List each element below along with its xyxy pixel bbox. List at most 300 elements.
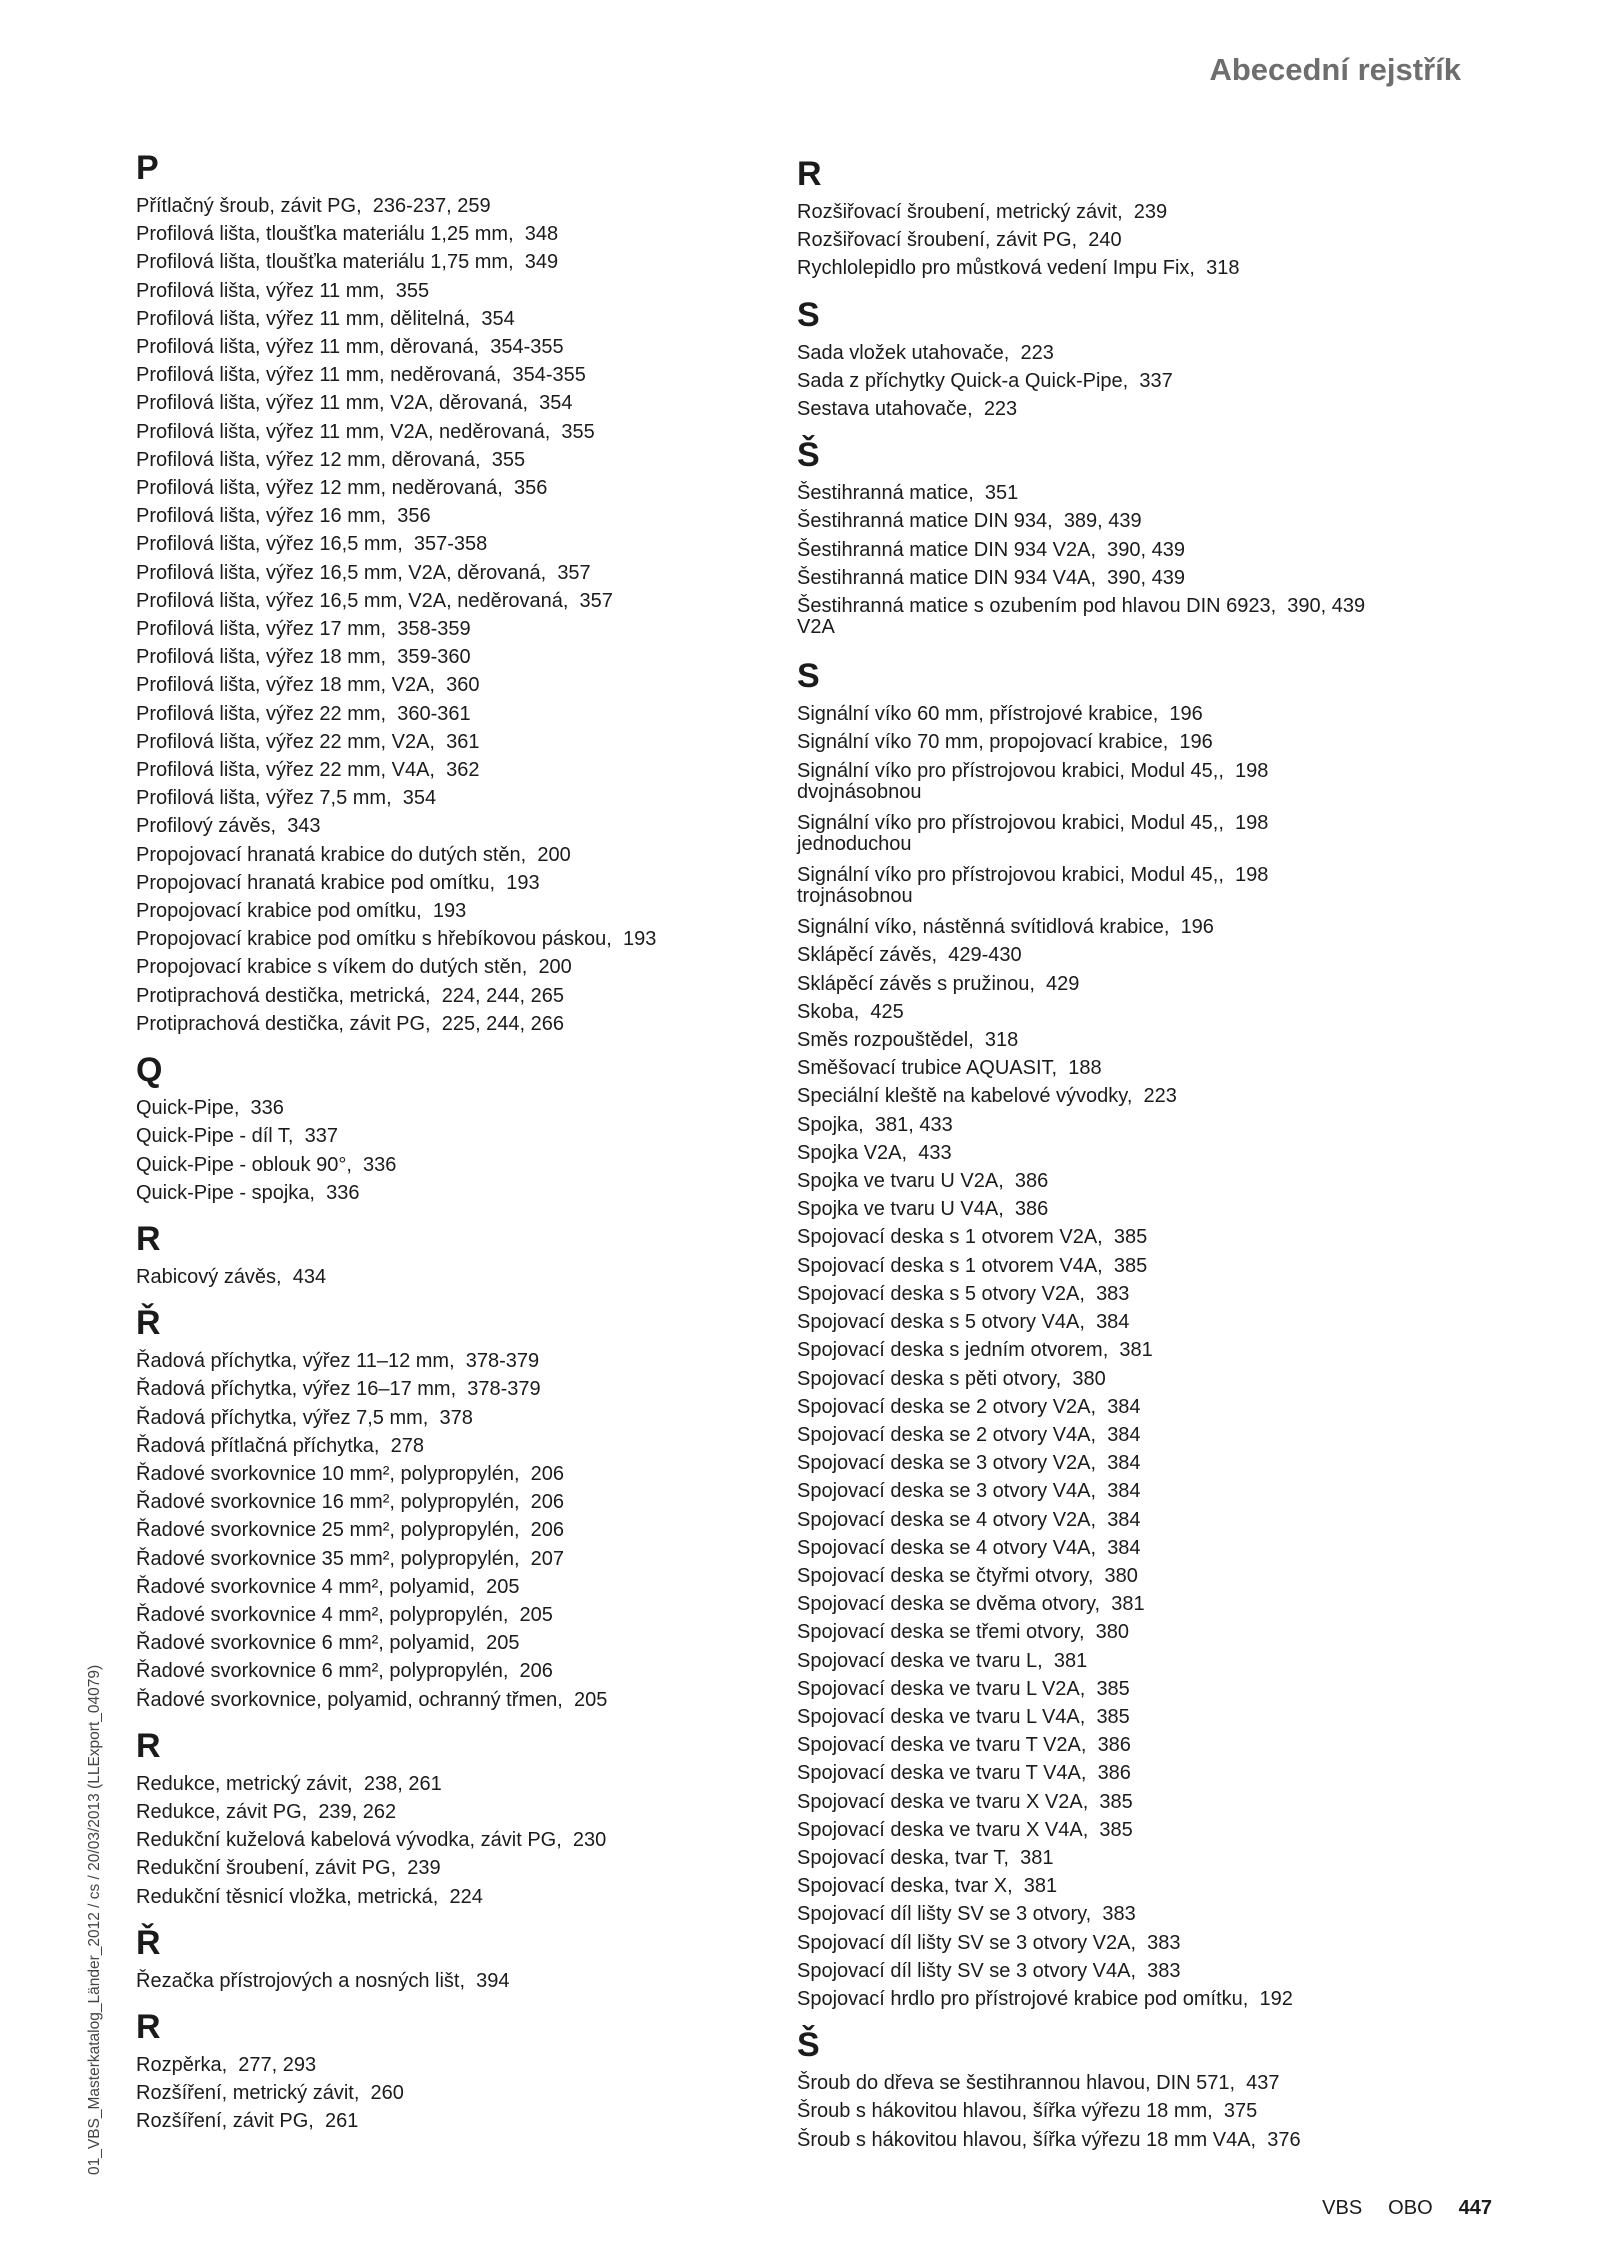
entry-text: Signální víko 70 mm, propojovací krabice, — [797, 731, 1169, 754]
entry-text: Quick-Pipe - spojka, — [136, 1181, 315, 1204]
index-entry — [797, 564, 1497, 592]
entry-pages: 238, 261 — [363, 1772, 442, 1795]
entry-text: Šroub s hákovitou hlavou, šířka výřezu 18 mm, — [797, 2100, 1213, 2123]
index-entry — [797, 479, 1497, 507]
entry-text: Spojovací deska ve tvaru T V2A, — [797, 1734, 1087, 1757]
entry-pages: 337 — [1139, 369, 1173, 392]
section-letter-heading: Q — [136, 1051, 163, 1090]
entry-pages: 196 — [1179, 731, 1213, 754]
entry-text: Řadová příchytka, výřez 11–12 mm, — [136, 1350, 455, 1373]
entry-text: Profilová lišta, výřez 12 mm, neděrovaná, — [136, 477, 503, 500]
section-letter-heading: R — [797, 155, 822, 193]
entry-text: Profilová lišta, tloušťka materiálu 1,75 mm, — [136, 251, 514, 274]
entry-pages: 318 — [1206, 257, 1240, 280]
entry-pages: 362 — [446, 759, 480, 782]
index-entry — [797, 2126, 1497, 2154]
entry-pages: 349 — [524, 251, 559, 274]
entry-pages: 198 — [1235, 864, 1269, 887]
entry-text: Spojovací deska se třemi otvory, — [797, 1621, 1085, 1644]
entry-text: Rozšíření, metrický závit, — [136, 2082, 360, 2105]
entry-pages: 196 — [1180, 916, 1214, 939]
entry-text: Quick-Pipe - díl T, — [136, 1125, 294, 1148]
index-entry — [136, 982, 836, 1010]
entry-text: Profilová lišta, výřez 11 mm, děrovaná, — [136, 336, 480, 359]
index-entry — [136, 1826, 836, 1854]
entry-pages: 385 — [1113, 1254, 1148, 1277]
index-entry — [797, 1675, 1497, 1703]
entry-pages: 384 — [1096, 1311, 1130, 1334]
entry-pages: 343 — [287, 815, 321, 838]
entry-text: Propojovací krabice pod omítku, — [136, 900, 422, 923]
entry-pages: 384 — [1107, 1480, 1141, 1503]
entry-text: Rozšíření, závit PG, — [136, 2110, 314, 2133]
entry-pages: 193 — [506, 871, 540, 894]
index-entry — [797, 1421, 1497, 1449]
entry-pages: 381 — [1111, 1593, 1145, 1616]
entry-pages: 356 — [513, 477, 548, 500]
entry-pages: 357 — [579, 589, 613, 612]
entry-text: Redukční těsnicí vložka, metrická, — [136, 1885, 439, 1908]
entry-text: Spojovací deska s pěti otvory, — [797, 1367, 1062, 1390]
index-entry — [136, 220, 836, 248]
index-entry — [797, 1957, 1497, 1985]
entry-text: Spojovací deska s 5 otvory V2A, — [797, 1282, 1085, 1305]
entry-text: Spojovací hrdlo pro přístrojové krabice pod omítku, — [797, 1987, 1249, 2010]
entry-text: Řadové svorkovnice 4 mm², polypropylén, — [136, 1603, 509, 1626]
index-entry — [136, 671, 836, 699]
index-entry — [797, 1393, 1497, 1421]
entry-pages: 385 — [1099, 1818, 1133, 1841]
entry-pages: 389, 439 — [1063, 510, 1142, 533]
entry-pages: 390, 439 — [1107, 566, 1186, 589]
entry-text: Signální víko 60 mm, přístrojové krabice, — [797, 703, 1159, 726]
index-entry — [797, 1111, 1497, 1139]
index-entry — [797, 1929, 1497, 1957]
entry-pages: 205 — [486, 1632, 520, 1655]
entry-text: Rozpěrka, — [136, 2053, 228, 2076]
index-entry — [797, 1872, 1497, 1900]
entry-text: Redukční kuželová kabelová vývodka, závit PG, — [136, 1829, 562, 1852]
entry-text: Spojovací deska s 1 otvorem V2A, — [797, 1226, 1103, 1249]
footer-brand-vbs: VBS — [1322, 2197, 1363, 2219]
entry-pages: 433 — [918, 1141, 952, 1164]
index-entry — [136, 1601, 836, 1629]
entry-pages: 277, 293 — [238, 2053, 317, 2076]
index-entry — [136, 2079, 836, 2107]
index-entry — [797, 1082, 1497, 1110]
entry-text: Profilová lišta, výřez 11 mm, V2A, děrovaná, — [136, 392, 529, 415]
entry-text: Propojovací hranatá krabice pod omítku, — [136, 871, 496, 894]
index-entry — [797, 1336, 1497, 1364]
entry-text: Řadové svorkovnice 4 mm², polyamid, — [136, 1575, 476, 1598]
entry-text: Sada vložek utahovače, — [797, 341, 1010, 364]
entry-text: Řadová přítlačná příchytka, — [136, 1434, 380, 1457]
entry-text: Profilová lišta, výřez 16 mm, — [136, 505, 387, 528]
entry-pages: 380 — [1104, 1564, 1138, 1587]
index-entry — [136, 1375, 836, 1403]
entry-text: Rychlolepidlo pro můstková vedení Impu Fix, — [797, 257, 1195, 280]
entry-pages: 381 — [1023, 1875, 1058, 1898]
section-letter-heading: S — [797, 657, 820, 696]
index-entry — [136, 1770, 836, 1798]
entry-text: Protiprachová destička, závit PG, — [136, 1012, 431, 1035]
index-entry — [797, 226, 1497, 254]
index-entry — [797, 970, 1497, 998]
entry-pages: 390, 439 — [1287, 595, 1366, 618]
entry-text: Spojka V2A, — [797, 1141, 908, 1164]
entry-text: Signální víko, nástěnná svítidlová krabice, — [797, 916, 1170, 939]
entry-pages: 429-430 — [948, 944, 1022, 967]
entry-text: Propojovací krabice s víkem do dutých stěn, — [136, 956, 528, 979]
entry-text: Spojovací deska se 4 otvory V4A, — [797, 1536, 1097, 1559]
index-entry — [797, 757, 1497, 803]
index-entry — [797, 254, 1497, 282]
entry-pages: 357 — [557, 561, 591, 584]
entry-text: Řadové svorkovnice, polyamid, ochranný třmen, — [136, 1688, 563, 1711]
index-entry — [797, 339, 1497, 367]
entry-pages: 336 — [250, 1097, 284, 1120]
index-entry — [797, 1195, 1497, 1223]
entry-pages: 198 — [1235, 759, 1269, 782]
entry-text: Skoba, — [797, 1000, 860, 1023]
entry-text: Signální víko pro přístrojovou krabici, Modul 45,, — [797, 811, 1224, 834]
index-entry — [797, 1647, 1497, 1675]
entry-text: Propojovací krabice pod omítku s hřebíkovou páskou, — [136, 928, 612, 951]
entry-text: Spojka ve tvaru U V2A, — [797, 1170, 1004, 1193]
index-entry — [797, 700, 1497, 728]
section-letter-heading: Ř — [136, 1923, 161, 1962]
index-column-right — [797, 142, 1497, 2154]
entry-text: Profilová lišta, výřez 16,5 mm, V2A, neděrovaná, — [136, 589, 569, 612]
index-column-left — [136, 136, 836, 2136]
entry-text: Řadová příchytka, výřez 7,5 mm, — [136, 1406, 429, 1429]
index-entry — [797, 1054, 1497, 1082]
entry-pages: 240 — [1088, 229, 1122, 252]
entry-text-continuation: trojnásobnou — [797, 885, 913, 908]
entry-pages: 380 — [1095, 1621, 1130, 1644]
entry-text: Spojovací deska ve tvaru L V2A, — [797, 1677, 1086, 1700]
entry-text: Profilová lišta, výřez 18 mm, V2A, — [136, 674, 435, 697]
index-entry — [797, 1477, 1497, 1505]
entry-pages: 348 — [524, 223, 559, 246]
entry-pages: 337 — [304, 1125, 338, 1148]
entry-text: Spojovací deska se 4 otvory V2A, — [797, 1508, 1097, 1531]
entry-text: Spojka, — [797, 1113, 864, 1136]
entry-text: Protiprachová destička, metrická, — [136, 984, 431, 1007]
index-entry — [136, 277, 836, 305]
entry-text: Sada z příchytky Quick-a Quick-Pipe, — [797, 369, 1129, 392]
entry-text: Spojovací deska se 2 otvory V4A, — [797, 1423, 1097, 1446]
index-entry — [136, 784, 836, 812]
entry-pages: 205 — [519, 1603, 553, 1626]
entry-pages: 384 — [1107, 1536, 1141, 1559]
index-entry — [797, 1703, 1497, 1731]
entry-text: Spojovací deska se 3 otvory V4A, — [797, 1480, 1097, 1503]
index-entry — [136, 192, 836, 220]
entry-pages: 357-358 — [413, 533, 488, 556]
index-entry — [136, 1347, 836, 1375]
index-entry — [136, 1657, 836, 1685]
entry-text: Rozšiřovací šroubení, metrický závit, — [797, 201, 1123, 223]
entry-pages: 384 — [1107, 1452, 1141, 1475]
index-entry — [136, 446, 836, 474]
entry-text: Směšovací trubice AQUASIT, — [797, 1057, 1058, 1080]
entry-text: Šestihranná matice s ozubením pod hlavou DIN 6923, — [797, 595, 1277, 618]
entry-text: Profilová lišta, výřez 11 mm, dělitelná, — [136, 307, 471, 330]
entry-pages: 223 — [1020, 341, 1054, 364]
entry-text: Profilová lišta, výřez 22 mm, V4A, — [136, 759, 435, 782]
entry-pages: 225, 244, 266 — [441, 1012, 565, 1035]
entry-pages: 359-360 — [397, 646, 471, 669]
section-letter-heading: R — [136, 1219, 161, 1258]
index-entry — [136, 1404, 836, 1432]
entry-text: Spojovací deska se dvěma otvory, — [797, 1593, 1101, 1616]
index-entry — [797, 1308, 1497, 1336]
index-entry — [797, 1731, 1497, 1759]
entry-text: Redukce, metrický závit, — [136, 1772, 353, 1795]
entry-pages: 390, 439 — [1107, 538, 1186, 561]
entry-pages: 261 — [324, 2110, 359, 2133]
entry-text: Profilová lišta, výřez 12 mm, děrovaná, — [136, 448, 481, 471]
entry-text: Řadové svorkovnice 25 mm², polypropylén, — [136, 1519, 520, 1542]
entry-pages: 230 — [572, 1829, 607, 1852]
index-entry — [797, 1562, 1497, 1590]
entry-pages: 384 — [1107, 1395, 1141, 1418]
entry-pages: 378-379 — [467, 1378, 541, 1401]
entry-pages: 205 — [486, 1575, 520, 1598]
index-entry — [136, 1179, 836, 1207]
index-entry — [797, 198, 1497, 226]
entry-text: Profilový závěs, — [136, 815, 277, 838]
entry-text: Profilová lišta, výřez 11 mm, V2A, neděrovaná, — [136, 420, 551, 443]
index-entry — [136, 1010, 836, 1038]
entry-text: Quick-Pipe, — [136, 1097, 240, 1120]
entry-pages: 434 — [292, 1265, 327, 1288]
entry-text: Redukční šroubení, závit PG, — [136, 1857, 397, 1880]
index-entry — [797, 1788, 1497, 1816]
index-entry — [797, 1223, 1497, 1251]
page-title: Abecední rejstřík — [1209, 52, 1461, 87]
index-entry — [136, 502, 836, 530]
catalog-export-note: 01_VBS_Masterkatalog_Länder_2012 / cs / 20/03/2013 (LLExport_04079) — [86, 1664, 103, 2175]
entry-pages: 378 — [439, 1406, 473, 1429]
entry-pages: 200 — [538, 956, 572, 979]
entry-pages: 198 — [1235, 811, 1269, 834]
entry-text: Spojovací deska ve tvaru L, — [797, 1649, 1043, 1672]
entry-text: Profilová lišta, výřez 22 mm, — [136, 702, 387, 725]
section-letter-heading: S — [797, 295, 820, 334]
entry-pages: 360-361 — [397, 702, 471, 725]
entry-text: Řadová příchytka, výřez 16–17 mm, — [136, 1378, 457, 1401]
entry-text: Řadové svorkovnice 6 mm², polyamid, — [136, 1632, 476, 1655]
entry-pages: 380 — [1072, 1367, 1106, 1390]
entry-pages: 354-355 — [512, 364, 586, 387]
entry-pages: 383 — [1096, 1282, 1130, 1305]
entry-text: Řadové svorkovnice 35 mm², polypropylén, — [136, 1547, 520, 1570]
index-entry — [797, 913, 1497, 941]
index-entry — [136, 1432, 836, 1460]
entry-pages: 361 — [446, 730, 480, 753]
index-entry — [136, 1488, 836, 1516]
entry-text: Šestihranná matice DIN 934 V2A, — [797, 538, 1097, 561]
entry-pages: 383 — [1147, 1931, 1181, 1954]
entry-pages: 355 — [491, 448, 526, 471]
entry-text: Šestihranná matice DIN 934, — [797, 510, 1053, 533]
entry-text: Šestihranná matice DIN 934 V4A, — [797, 566, 1097, 589]
page-number: 447 — [1458, 2197, 1492, 2219]
entry-pages: 223 — [1143, 1085, 1177, 1108]
entry-text: Redukce, závit PG, — [136, 1800, 308, 1823]
entry-text: Spojovací deska s 5 otvory V4A, — [797, 1311, 1085, 1334]
entry-pages: 206 — [530, 1462, 565, 1485]
entry-pages: 192 — [1259, 1987, 1293, 2010]
index-entry — [797, 1506, 1497, 1534]
index-entry — [797, 728, 1497, 756]
entry-pages: 358-359 — [397, 618, 471, 641]
index-entry — [136, 615, 836, 643]
index-entry — [136, 756, 836, 784]
index-entry — [797, 2097, 1497, 2125]
entry-text: Šestihranná matice, — [797, 482, 974, 505]
entry-text-continuation: jednoduchou — [797, 833, 912, 856]
entry-pages: 356 — [397, 505, 431, 528]
entry-pages: 193 — [432, 900, 467, 923]
index-entry — [797, 1252, 1497, 1280]
index-entry — [136, 869, 836, 897]
index-entry — [797, 507, 1497, 535]
index-entry — [797, 1816, 1497, 1844]
entry-text: Spojovací díl lišty SV se 3 otvory V4A, — [797, 1959, 1137, 1982]
entry-pages: 386 — [1097, 1762, 1131, 1785]
index-entry — [136, 812, 836, 840]
entry-pages: 206 — [530, 1491, 565, 1514]
index-entry — [136, 1516, 836, 1544]
entry-pages: 354 — [481, 307, 515, 330]
index-entry — [136, 925, 836, 953]
entry-pages: 193 — [622, 928, 657, 951]
entry-pages: 206 — [530, 1519, 565, 1542]
entry-pages: 425 — [870, 1000, 904, 1023]
index-entry — [136, 1883, 836, 1911]
entry-text: Profilová lišta, výřez 7,5 mm, — [136, 787, 392, 810]
entry-pages: 354 — [539, 392, 573, 415]
entry-pages: 354 — [402, 787, 437, 810]
entry-text: Šroub s hákovitou hlavou, šířka výřezu 18 mm V4A, — [797, 2128, 1257, 2151]
index-entry — [136, 1854, 836, 1882]
entry-pages: 205 — [574, 1688, 608, 1711]
entry-pages: 394 — [476, 1969, 510, 1992]
index-entry — [797, 998, 1497, 1026]
index-entry — [136, 248, 836, 276]
entry-pages: 196 — [1169, 703, 1203, 726]
entry-text: Řadové svorkovnice 10 mm², polypropylén, — [136, 1462, 520, 1485]
entry-text: Spojovací deska se čtyřmi otvory, — [797, 1564, 1094, 1587]
entry-pages: 360 — [446, 674, 480, 697]
index-entry — [136, 1573, 836, 1601]
entry-pages: 384 — [1107, 1423, 1141, 1446]
entry-pages: 239, 262 — [318, 1800, 397, 1823]
entry-pages: 239 — [407, 1857, 441, 1880]
entry-pages: 429 — [1046, 972, 1080, 995]
entry-text: Řezačka přístrojových a nosných lišt, — [136, 1969, 466, 1992]
entry-text: Řadové svorkovnice 6 mm², polypropylén, — [136, 1660, 509, 1683]
index-entry — [797, 1167, 1497, 1195]
entry-pages: 336 — [363, 1153, 397, 1176]
entry-text: Profilová lišta, výřez 17 mm, — [136, 618, 387, 641]
index-entry — [136, 643, 836, 671]
index-entry — [136, 587, 836, 615]
entry-pages: 336 — [326, 1181, 360, 1204]
entry-text-continuation: dvojnásobnou — [797, 780, 922, 803]
entry-text: Přítlačný šroub, závit PG, — [136, 195, 362, 217]
index-entry — [797, 1900, 1497, 1928]
entry-text: Profilová lišta, výřez 16,5 mm, — [136, 533, 403, 556]
index-entry — [797, 861, 1497, 907]
entry-text-continuation: V2A — [797, 616, 835, 639]
entry-text: Profilová lišta, výřez 11 mm, neděrovaná, — [136, 364, 502, 387]
index-entry — [797, 1365, 1497, 1393]
index-entry — [136, 418, 836, 446]
index-entry — [797, 1985, 1497, 2013]
entry-pages: 383 — [1102, 1903, 1136, 1926]
index-entry — [136, 1686, 836, 1714]
entry-text: Spojovací deska, tvar T, — [797, 1846, 1009, 1869]
entry-text: Spojovací deska, tvar X, — [797, 1875, 1013, 1898]
index-entry — [136, 1967, 836, 1995]
entry-pages: 437 — [1246, 2072, 1280, 2095]
index-entry — [136, 1629, 836, 1657]
section-letter-heading: Š — [797, 2026, 820, 2065]
section-letter-heading: Ř — [136, 1304, 161, 1343]
footer-brand-obo: OBO — [1388, 2197, 1433, 2219]
entry-pages: 355 — [561, 420, 595, 443]
entry-text: Spojovací deska ve tvaru X V2A, — [797, 1790, 1089, 1813]
entry-pages: 385 — [1096, 1677, 1130, 1700]
index-entry — [136, 2051, 836, 2079]
index-entry — [136, 1122, 836, 1150]
entry-text: Signální víko pro přístrojovou krabici, Modul 45,, — [797, 864, 1224, 887]
section-letter-heading: R — [136, 2007, 161, 2046]
index-entry — [136, 897, 836, 925]
entry-text: Propojovací hranatá krabice do dutých stěn, — [136, 843, 527, 866]
index-entry — [136, 1094, 836, 1122]
entry-text: Signální víko pro přístrojovou krabici, Modul 45,, — [797, 759, 1224, 782]
index-entry — [136, 361, 836, 389]
entry-pages: 381, 433 — [874, 1113, 953, 1136]
entry-pages: 381 — [1020, 1846, 1054, 1869]
index-entry — [797, 941, 1497, 969]
entry-text: Šroub do dřeva se šestihrannou hlavou, DIN 571, — [797, 2072, 1236, 2095]
index-entry — [136, 333, 836, 361]
entry-pages: 224, 244, 265 — [441, 984, 565, 1007]
entry-text: Profilová lišta, výřez 18 mm, — [136, 646, 387, 669]
index-entry — [797, 2069, 1497, 2097]
entry-pages: 200 — [537, 843, 571, 866]
entry-text: Profilová lišta, tloušťka materiálu 1,25 mm, — [136, 223, 514, 246]
index-entry — [136, 953, 836, 981]
index-entry — [797, 367, 1497, 395]
entry-text: Spojovací deska ve tvaru T V4A, — [797, 1762, 1087, 1785]
entry-pages: 378-379 — [465, 1350, 540, 1373]
index-entry — [136, 530, 836, 558]
entry-text: Rabicový závěs, — [136, 1265, 282, 1288]
entry-text: Spojovací díl lišty SV se 3 otvory, — [797, 1903, 1092, 1926]
index-entry — [797, 395, 1497, 423]
section-letter-heading: P — [136, 149, 159, 187]
index-entry — [136, 389, 836, 417]
entry-text: Profilová lišta, výřez 22 mm, V2A, — [136, 730, 435, 753]
entry-text: Spojka ve tvaru U V4A, — [797, 1198, 1004, 1221]
